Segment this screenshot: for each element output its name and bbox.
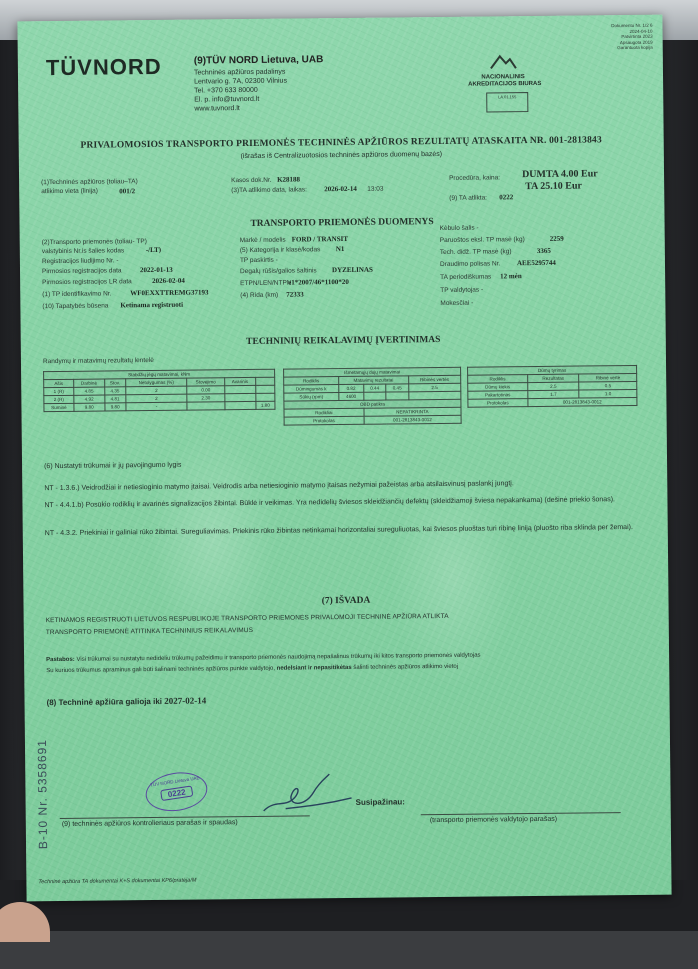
notes-block — [46, 653, 480, 664]
first-reg-value: 2022-01-13 — [139, 265, 173, 275]
vehicle-type-label: (2)Transporto priemonės (toliau- TP) — [41, 238, 147, 247]
cell: 2.30 — [187, 394, 224, 402]
approval-value: e1*2007/46*1100*20 — [288, 277, 349, 287]
corner-line: 2024-04-10 — [629, 28, 653, 34]
cell: 1.7 — [528, 390, 580, 399]
cell: Dūmingumas k — [284, 385, 339, 394]
exhaust-table-title: Išmetamųjų dujų matavimai — [284, 367, 461, 377]
table-row — [468, 397, 637, 407]
brakes-header: Darbinė — [74, 379, 105, 387]
notes-label: Pastabos: — [46, 656, 75, 664]
cell: 9.80 — [74, 403, 105, 411]
cell — [256, 393, 275, 401]
identity-status-label: (10) Tapatybės būsena — [42, 302, 109, 311]
org-name: (9)TÜV NORD Lietuva, UAB — [193, 54, 324, 67]
corner-line: Dokumento Nr. 1/2 6 — [611, 22, 653, 29]
cashier-doc-label: Kasos dok.Nr. — [231, 176, 272, 185]
cell: Protokolas — [468, 399, 528, 408]
reg-cert-label: Registracijos liudijimo Nr. - — [41, 257, 119, 266]
document-note: Techninė apžiūra TA dokumentai K+S dokumentai KP6/pratėja/M — [38, 877, 197, 886]
inspector-signature — [255, 768, 356, 819]
accreditation-logo-icon — [488, 50, 518, 72]
validity-label: (8) Techninė apžiūra galioja iki — [46, 696, 163, 708]
purpose-label: TP paskirtis - — [239, 256, 278, 265]
procedure-label: Procedūra, kaina: — [449, 174, 501, 182]
org-address-line: Techninės apžiūros padalinys — [193, 68, 286, 77]
make-model-label: Markė / modelis — [239, 236, 286, 245]
inspection-date-label: (3)TA atlikimo data, laikas: — [231, 186, 307, 195]
period-value: 12 mėn — [500, 272, 522, 281]
obd-title: OBD patikra — [284, 399, 461, 409]
lt-reg-value: 2026-02-04 — [152, 276, 185, 286]
inspector-stamp — [143, 768, 210, 815]
cell: NEPATIKRINTA — [364, 407, 461, 416]
notes-text: šalinti techninės apžiūros atlikimo vietoj — [353, 663, 459, 671]
cell: 001-2813843-0012 — [364, 415, 461, 424]
lt-reg-label: Pirmosios registracijos LR data — [42, 278, 132, 287]
emission-table-title: Dūmų tyrimas — [468, 365, 637, 375]
cell: 001-2813843-0012 — [528, 397, 637, 406]
insurance-label: Draudimo polisas Nr. — [439, 260, 501, 268]
report-subtitle: (išrašas iš Centralizuotosios techninės apžiūros duomenų bazės) — [240, 150, 443, 161]
station-label: (1)Techninės apžiūros (toliau–TA) — [41, 178, 138, 187]
vin-value: WF0EXXTTREMG37193 — [130, 288, 209, 298]
results-table-caption: Randymų ir matavimų rezultatų lentelė — [42, 356, 154, 366]
period-label: TA periodiškumas — [440, 273, 492, 281]
stamp-text: TÜV NORD Lietuva UAB — [149, 775, 200, 788]
cell: 1.80 — [256, 401, 275, 409]
tuv-nord-logo: TÜVNORD — [45, 53, 162, 81]
inspection-report-sheet — [17, 15, 671, 902]
exhaust-header: Matavimų rezultatai — [338, 376, 408, 385]
report-title: PRIVALOMOSIOS TRANSPORTO PRIEMONĖS TECHNINĖS APŽIŪROS REZULTATŲ ATASKAITA NR. 001-2813843 — [80, 135, 602, 151]
mileage-value: 72333 — [286, 290, 304, 299]
cell — [187, 402, 224, 410]
cell — [225, 401, 256, 409]
owner-label: TP valdytojas - — [440, 286, 484, 294]
cell: Sūkių (rpm) — [284, 393, 339, 402]
accreditation-cert-box — [486, 92, 528, 112]
mileage-label: (4) Rida (km) — [240, 291, 279, 300]
org-website: www.tuvnord.lt — [194, 105, 240, 113]
cell: Dūmų kiekis — [468, 383, 528, 392]
cell: 4.92 — [74, 395, 105, 403]
cell: 9.80 — [105, 403, 126, 411]
insurance-value: AEE5295744 — [516, 258, 556, 268]
exhaust-header: Ribinės vertės — [408, 375, 460, 384]
table-row — [44, 401, 275, 411]
emission-header: Ribinė vertė — [579, 373, 637, 382]
cell — [255, 385, 274, 393]
brakes-header: Netolygumas (%) — [125, 378, 187, 387]
exhaust-header: Rodiklis — [284, 377, 339, 386]
cell: Rodikliai — [284, 408, 364, 417]
stamp-number: 0222 — [160, 785, 193, 801]
cashier-doc-value: K28188 — [277, 175, 301, 184]
org-email: El. p. info@tuvnord.lt — [194, 95, 260, 104]
fuel-label: Degalų rūšis/galios šaltinis — [240, 267, 317, 276]
accreditation-cert-number: LA.01.155 — [498, 94, 517, 100]
ta-count-value: 0222 — [499, 193, 514, 202]
approval-label: ETPN/LEN/NTPN — [240, 279, 292, 288]
cell: 0.5 — [579, 381, 637, 390]
cell: Suminė — [44, 403, 74, 411]
payer-label: Mokesčiai - — [440, 299, 474, 307]
category-value: N1 — [335, 244, 345, 254]
notes-bold: nedelsiant ir nepasitikėtas — [276, 664, 352, 672]
table-row — [284, 415, 461, 425]
ta-count-label: (9) TA atlikta: — [449, 194, 488, 202]
corner-print-info — [611, 23, 653, 51]
brakes-header: Stov. — [104, 379, 125, 387]
curb-mass-label: Paruoštos eksl. TP masė (kg) — [439, 236, 525, 244]
brakes-table — [43, 369, 275, 412]
notes-text: Visi trūkumai su nustatytu nedideliu trūkumų pažeidimu ir transporto priemonės naudojimą nepašalinus trūkumų iki kitos transporto priemonės valdytojas — [76, 652, 481, 663]
cell — [364, 392, 387, 400]
conclusion-line: TRANSPORTO PRIEMONĖ ATITINKA TECHNINIUS REIKALAVIMUS — [45, 626, 254, 637]
cell: 4600 — [339, 392, 364, 400]
procedure-value-dumta: DUMTA 4.00 Eur — [521, 168, 598, 181]
brakes-header: Ašis — [44, 379, 74, 387]
make-model-value: FORD / TRANSIT — [291, 234, 349, 244]
assessment-section-title: TECHNINIŲ REIKALAVIMŲ ĮVERTINIMAS — [246, 334, 441, 348]
corner-line: Apsaugota 2019 — [619, 39, 653, 45]
org-address-line: Lentvario g. 7A, 02300 Vilnius — [194, 77, 287, 86]
cell: 2 — [126, 394, 188, 403]
notes-block-2 — [46, 664, 458, 674]
cell: 4.85 — [74, 387, 105, 395]
fuel-value: DYZELINAS — [331, 265, 373, 275]
cell — [386, 392, 409, 400]
cell: 0.45 — [386, 384, 409, 392]
owner-signature-line — [421, 812, 621, 815]
emission-header: Rodiklis — [468, 375, 528, 384]
cell: 4.81 — [104, 395, 125, 403]
body-label: Kėbulo šalis - — [439, 224, 479, 232]
cell: 1.0 — [579, 389, 637, 398]
cell: 2.5 — [408, 383, 460, 392]
cell: Pakartotinas — [468, 391, 528, 400]
vehicle-section-title: TRANSPORTO PRIEMONĖS DUOMENYS — [250, 217, 434, 229]
cell: 2 — [126, 386, 188, 395]
familiar-label: Susipažinau: — [355, 797, 405, 807]
cell: 1 (R) — [44, 387, 74, 395]
procedure-value-ta: TA 25.10 Eur — [525, 180, 583, 193]
owner-caption: (transporto priemonės valdytojo parašas) — [429, 815, 558, 825]
accreditation-text: NACIONALINIS — [481, 74, 525, 81]
station-line-label: atlikimo vieta (linija) — [41, 187, 98, 196]
accreditation-text: AKREDITACIJOS BIURAS — [468, 80, 542, 88]
emission-header: Rezultatas — [527, 374, 579, 383]
brakes-header: Avarinis — [224, 377, 255, 385]
cell: 4.35 — [104, 387, 125, 395]
category-label: (5) Kategorija ir klasė/kodas — [239, 246, 321, 255]
vehicle-country-label: valstybinis Nr.is šalies kodas — [41, 247, 125, 256]
defect-item: NT - 4.4.1.b) Posūkio rodiklių ir avarinės signalizacijos žibintai. Būklė ir veikimas. Yra nedidelių šviesos skleidžiančių defektų (skleidžiamoji šviesa nepakankama) (dešinė priekio šonas). — [44, 496, 615, 510]
cell: 2 (R) — [44, 395, 74, 403]
brakes-table-title: Stabdžių jėgų matavimai, kNm — [44, 369, 275, 379]
conclusion-line: KETINAMOS REGISTRUOTI LIETUVOS RESPUBLIKOJE TRANSPORTO PRIEMONĖS PRIVALOMOJI TECHNINĖ APŽIŪRA ATLIKTA — [45, 612, 449, 625]
serial-number: B-10 Nr. 5358691 — [34, 739, 51, 850]
notes-text: Su kuriuos trūkumus apraminus gali būti šalinami techninės apžiūros punkte valdytojo, — [46, 665, 276, 675]
inspection-date-value: 2026-02-14 — [324, 184, 357, 194]
cell: 0.00 — [187, 386, 224, 394]
defects-heading: (6) Nustatyti trūkumai ir jų pavojingumo lygis — [44, 461, 182, 471]
emission-table — [467, 365, 637, 408]
cell: 0.44 — [363, 384, 386, 392]
conclusion-title: (7) IŠVADA — [321, 595, 371, 607]
first-reg-label: Pirmosios registracijos data — [41, 267, 122, 276]
cell: 0.82 — [339, 384, 364, 392]
station-line-value: 001/2 — [119, 187, 136, 196]
cell: Protokolas — [284, 416, 364, 425]
vehicle-country-value: -/LT) — [145, 245, 162, 255]
exhaust-table — [283, 367, 462, 426]
curb-mass-value: 2259 — [549, 234, 564, 243]
inspection-time-value: 13:03 — [367, 185, 384, 193]
corner-line: Patvirtinta 2023 — [621, 33, 653, 40]
validity-block — [46, 695, 206, 707]
tech-mass-value: 3365 — [536, 246, 551, 255]
brakes-header: Stovėjimo — [187, 378, 224, 386]
brakes-header-empty — [255, 377, 274, 385]
defect-item: NT - 4.3.2. Priekiniai ir galiniai rūko žibintai. Sureguliavimas. Priekinis rūko žibintas netinkamai horizontaliai sureguliuotas, kai šviesos pluoštas turi ribinę liniją (pluošto riba sklinda per žemai). — [44, 523, 633, 538]
vin-label: (1) TP identifikavimo Nr. — [42, 290, 112, 299]
cell: - — [126, 402, 188, 411]
defect-item: NT - 1.3.6.) Veidrodžiai ir netiesioginio matymo įtaisai. Veidrodis arba netiesioginio matymo įtaisas nežymiai pažeistas arba atsilaisvinusį paslankį jungtį. — [44, 480, 514, 493]
inspector-caption: (9) techninės apžiūros kontrolieriaus parašas ir spaudas) — [61, 819, 238, 828]
identity-status-value: Ketinama registruoti — [120, 300, 184, 310]
cell: 2.5 — [527, 382, 579, 391]
tech-mass-label: Tech. didž. TP masė (kg) — [439, 248, 512, 256]
validity-value: 2027-02-14 — [164, 695, 207, 706]
org-phone: Tel. +370 633 80000 — [194, 86, 258, 95]
corner-line: Garantuota kopija — [617, 44, 653, 51]
